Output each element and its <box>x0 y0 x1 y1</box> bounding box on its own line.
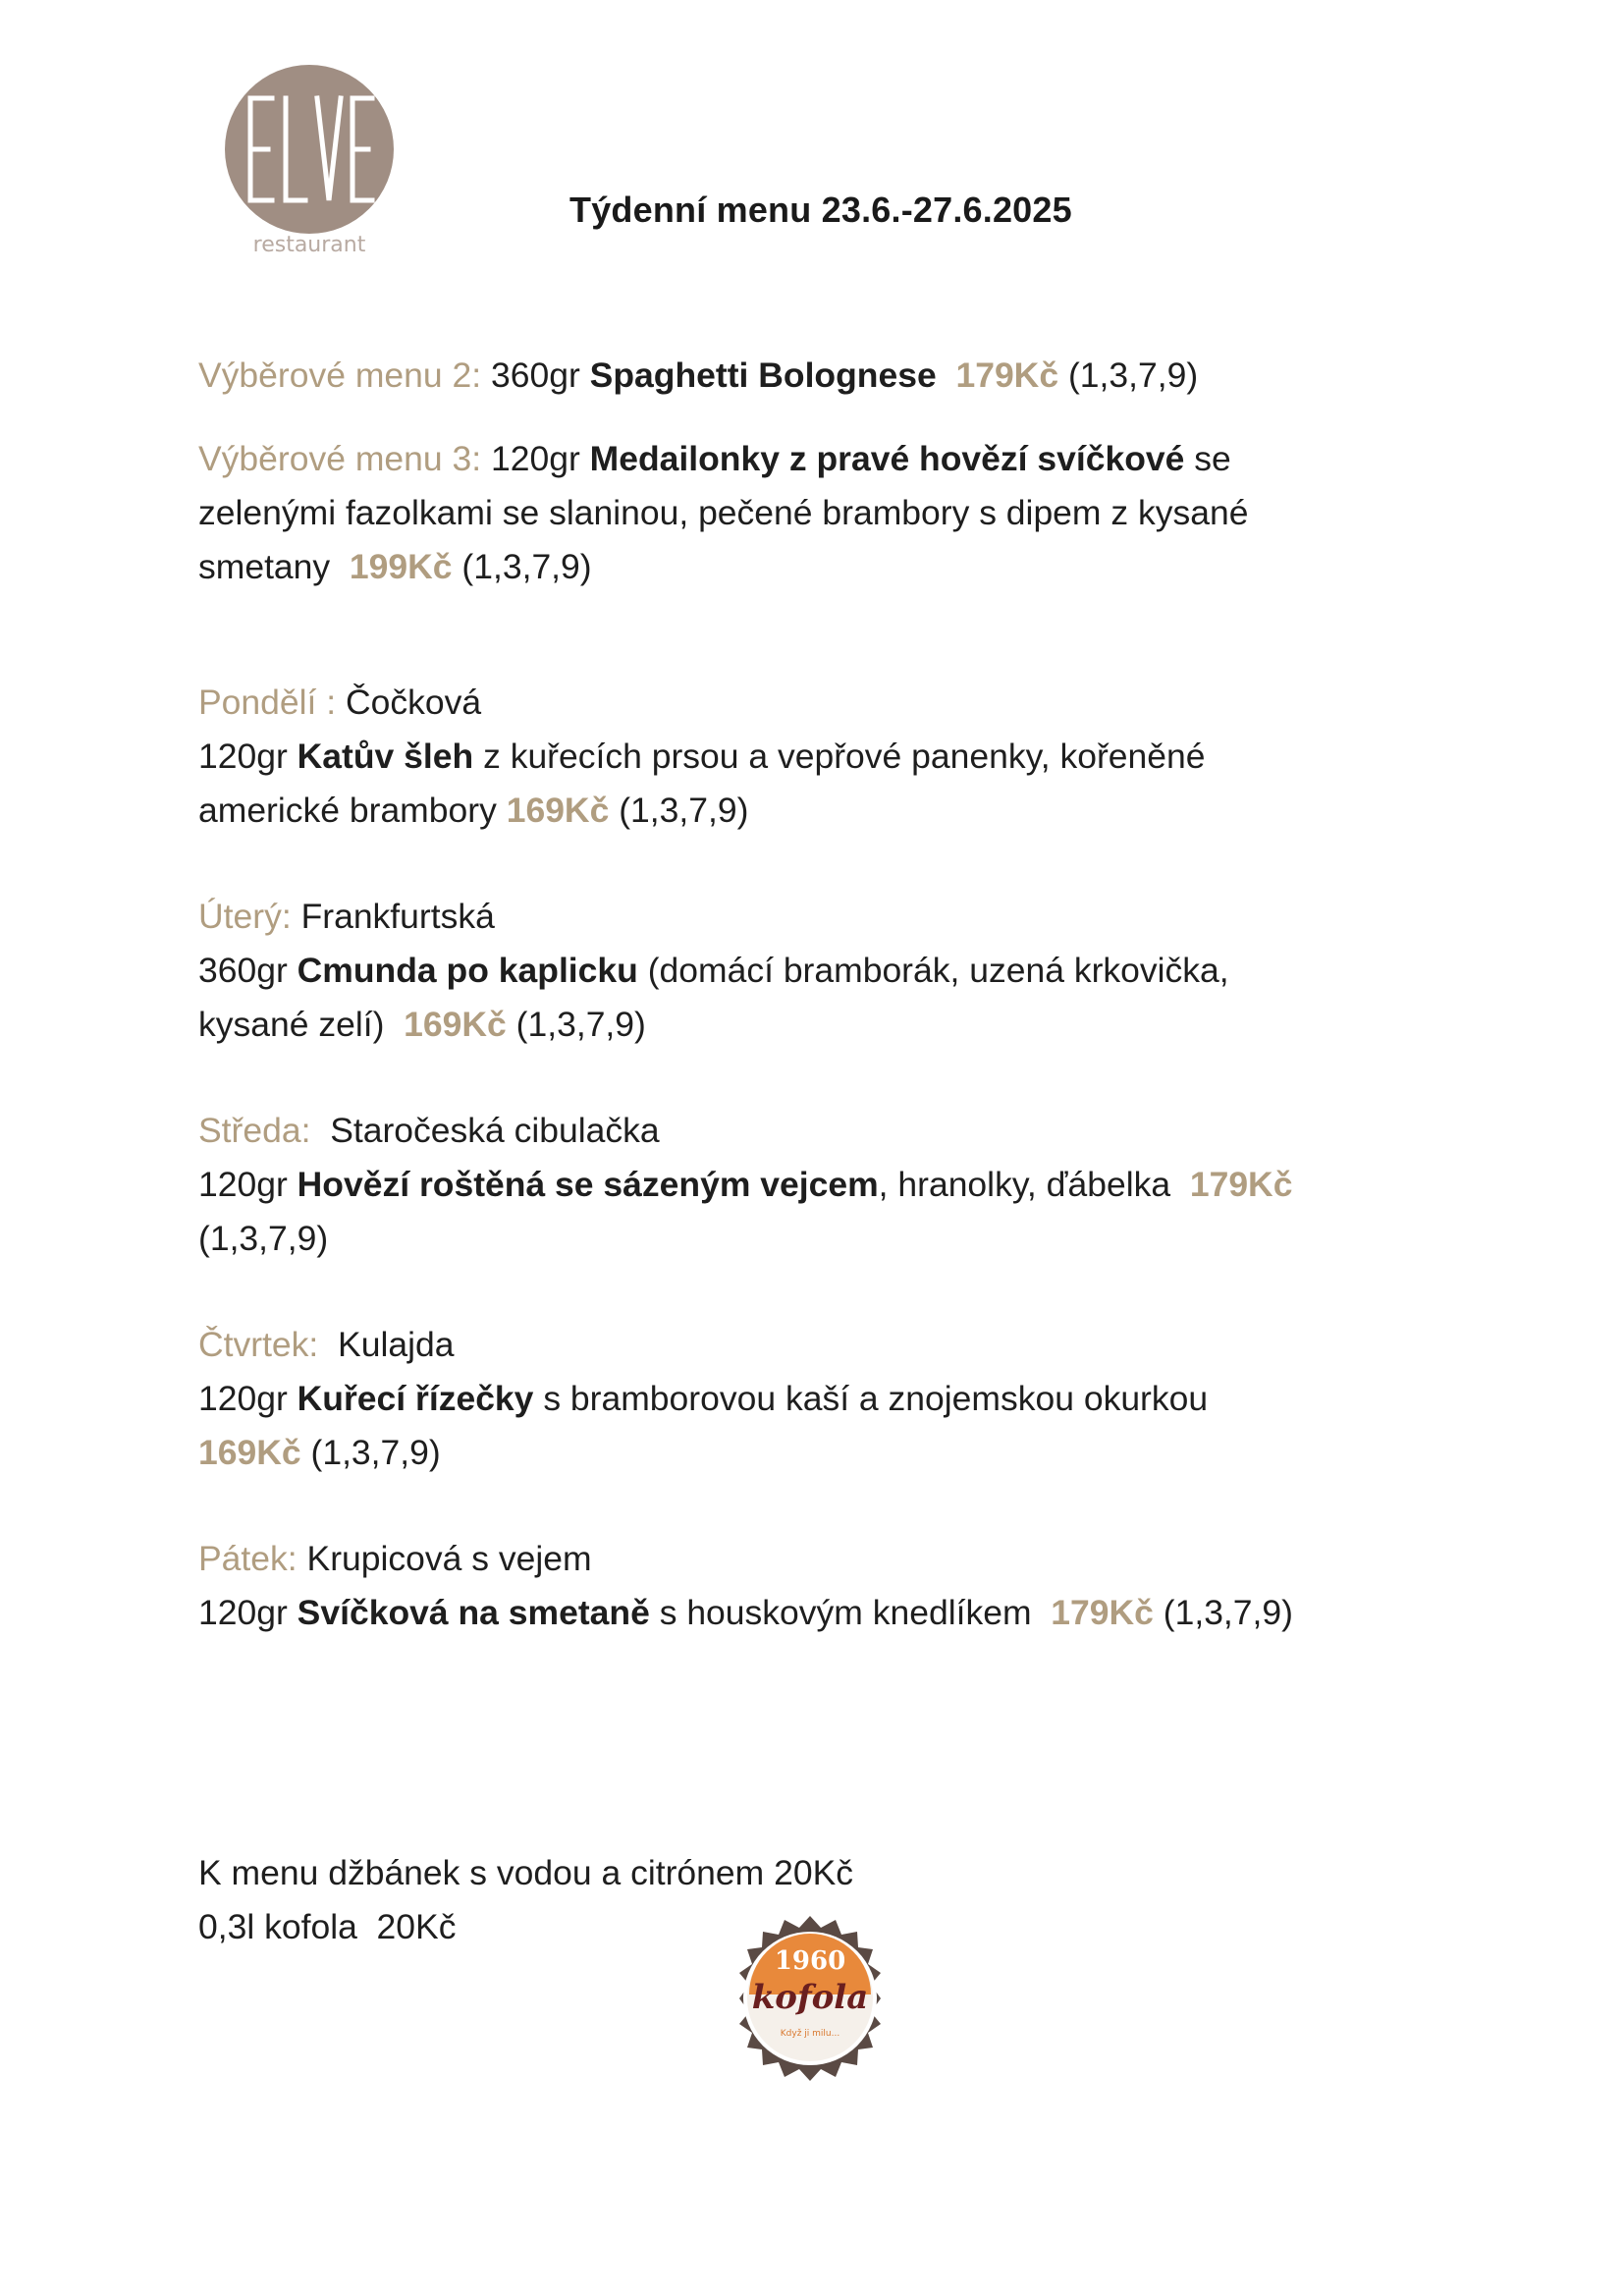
menu-3-price: 199Kč <box>349 547 453 586</box>
kofola-logo <box>722 1910 898 2087</box>
monday-dish: Katův šleh <box>297 737 474 776</box>
thursday-soup: Kulajda <box>338 1325 455 1364</box>
friday-price: 179Kč <box>1051 1593 1154 1632</box>
kofola-tagline: Když ji milu... <box>780 2029 840 2039</box>
wednesday-weight: 120gr <box>198 1165 288 1204</box>
menu-3-line2: zelenými fazolkami se slaninou, pečené brambory s dipem z kysané <box>198 493 1249 532</box>
monday-block <box>198 676 1445 838</box>
thursday-weight: 120gr <box>198 1379 288 1418</box>
tuesday-price: 169Kč <box>404 1005 507 1044</box>
thursday-allergens: (1,3,7,9) <box>310 1433 441 1472</box>
friday-allergens: (1,3,7,9) <box>1163 1593 1293 1632</box>
thursday-block <box>198 1318 1445 1480</box>
restaurant-logo <box>221 61 398 257</box>
page-title: Týdenní menu 23.6.-27.6.2025 <box>569 190 1072 230</box>
menu-2-price: 179Kč <box>955 355 1059 395</box>
monday-line1-rest: z kuřecích prsou a vepřové panenky, kořeněné <box>483 737 1206 776</box>
wednesday-label: Středa: <box>198 1111 311 1150</box>
extras-water: K menu džbánek s vodou a citrónem 20Kč <box>198 1853 853 1892</box>
menu-3-block <box>198 432 1445 594</box>
tuesday-label: Úterý: <box>198 897 292 936</box>
extras-kofola: 0,3l kofola 20Kč <box>198 1907 457 1946</box>
wednesday-allergens: (1,3,7,9) <box>198 1219 329 1258</box>
tuesday-line1-rest: (domácí bramborák, uzená krkovička, <box>647 951 1229 990</box>
friday-label: Pátek: <box>198 1539 298 1578</box>
thursday-dish: Kuřecí řízečky <box>297 1379 534 1418</box>
monday-price: 169Kč <box>506 791 610 830</box>
thursday-label: Čtvrtek: <box>198 1325 319 1364</box>
friday-soup: Krupicová s vejem <box>306 1539 592 1578</box>
monday-line2: americké brambory <box>198 791 497 830</box>
friday-dish: Svíčková na smetaně <box>297 1593 650 1632</box>
monday-weight: 120gr <box>198 737 288 776</box>
kofola-year: 1960 <box>774 1946 846 1976</box>
monday-label: Pondělí : <box>198 683 337 722</box>
menu-3-line1-rest: se <box>1194 439 1231 478</box>
menu-3-allergens: (1,3,7,9) <box>461 547 592 586</box>
wednesday-line1-rest: , hranolky, ďábelka <box>878 1165 1171 1204</box>
friday-block <box>198 1532 1445 1640</box>
tuesday-allergens: (1,3,7,9) <box>515 1005 646 1044</box>
logo-subtitle: restaurant <box>252 233 366 257</box>
wednesday-price: 179Kč <box>1189 1165 1293 1204</box>
kofola-name: kofola <box>751 1978 869 2017</box>
menu-3-dish: Medailonky z pravé hovězí svíčkové <box>589 439 1185 478</box>
menu-3-weight: 120gr <box>490 439 580 478</box>
tuesday-weight: 360gr <box>198 951 288 990</box>
elve-logo-graphic <box>221 61 398 257</box>
tuesday-soup: Frankfurtská <box>300 897 495 936</box>
thursday-price: 169Kč <box>198 1433 301 1472</box>
menu-2-dish: Spaghetti Bolognese <box>589 355 937 395</box>
kofola-cap-graphic <box>722 1910 898 2087</box>
wednesday-soup: Staročeská cibulačka <box>330 1111 660 1150</box>
menu-3-line3: smetany <box>198 547 331 586</box>
wednesday-dish: Hovězí roštěná se sázeným vejcem <box>297 1165 879 1204</box>
thursday-line1-rest: s bramborovou kaší a znojemskou okurkou <box>543 1379 1209 1418</box>
tuesday-dish: Cmunda po kaplicku <box>297 951 638 990</box>
monday-soup: Čočková <box>346 683 482 722</box>
friday-weight: 120gr <box>198 1593 288 1632</box>
menu-2-label: Výběrové menu 2: <box>198 355 482 395</box>
friday-line1-rest: s houskovým knedlíkem <box>659 1593 1032 1632</box>
tuesday-block <box>198 890 1445 1052</box>
menu-2-weight: 360gr <box>490 355 580 395</box>
menu-3-label: Výběrové menu 3: <box>198 439 482 478</box>
menu-2-block <box>198 349 1445 403</box>
wednesday-block <box>198 1104 1445 1266</box>
menu-2-allergens: (1,3,7,9) <box>1067 355 1199 395</box>
tuesday-line2: kysané zelí) <box>198 1005 385 1044</box>
monday-allergens: (1,3,7,9) <box>619 791 749 830</box>
